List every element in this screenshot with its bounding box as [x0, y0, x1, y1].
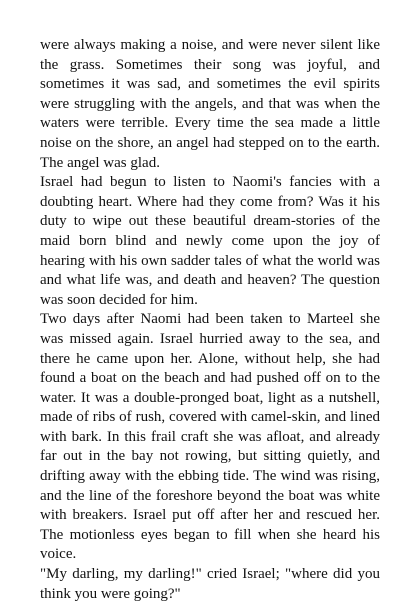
paragraph-doubting-heart: Israel had begun to listen to Naomi's fancies with a doubting heart. Where had they come from? Was it his duty to wipe out these beautiful dream-stories of the maid born blind and newly come upon the joy of hearing with his own sadder tales of what the world was and what life was, and death and heaven? The question was soon decided for him. [40, 174, 380, 308]
paragraph-waters: were always making a noise, and were never silent like the grass. Sometimes their song was joyful, and sometimes it was sad, and sometimes the evil spirits were struggling with the angels, and that was when the waters were terrible. Every time the sea made a little noise on the shore, an angel had stepped on to the earth. The angel was glad. [40, 37, 380, 171]
paragraph-dialogue: "My darling, my darling!" cried Israel; "where did you think you were going?" [40, 566, 380, 602]
paragraph-boat-rescue: Two days after Naomi had been taken to Marteel she was missed again. Israel hurried away to the sea, and there he came upon her. Alone, without help, she had found a boat on the beach and had pushed off on to the water. It was a double-pronged boat, light as a nutshell, made of ribs of rush, covered with camel-skin, and lined with bark. In this frail craft she was afloat, and already far out in the bay not rowing, but sitting quietly, and drifting away with the ebbing tide. The wind was rising, and the line of the foreshore beyond the boat was white with breakers. Israel put off after her and rescued her. The motionless eyes began to fill when she heard his voice. [40, 311, 380, 563]
